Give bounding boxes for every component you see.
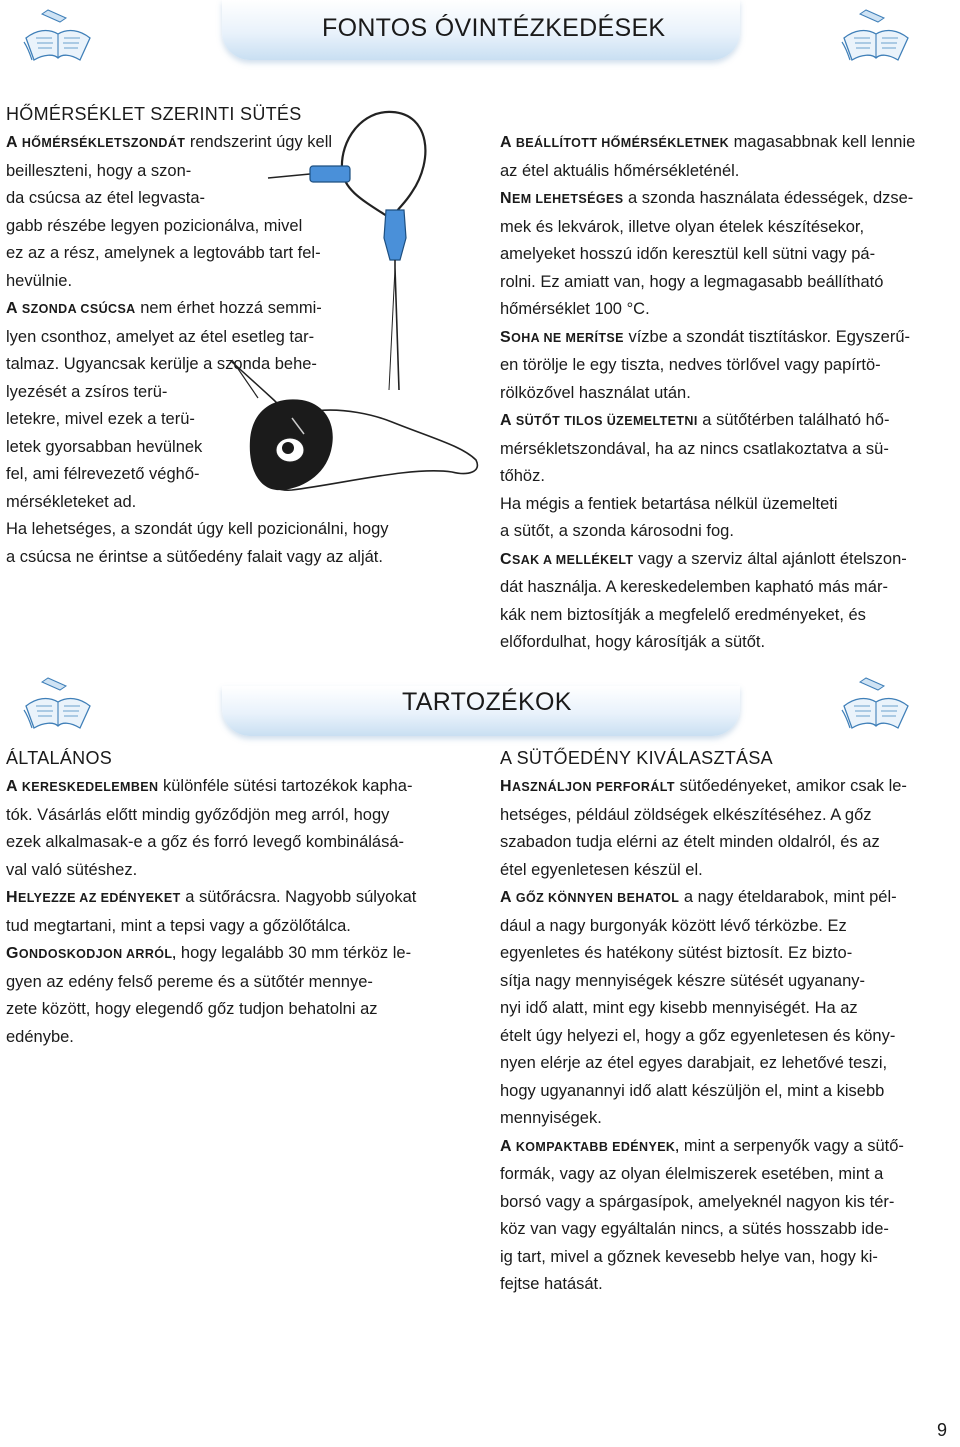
line-text: a sütőt, a szonda károsodni fog.	[500, 522, 734, 540]
smallcaps-lead	[6, 891, 181, 905]
smallcaps-lead	[500, 1137, 680, 1155]
text-line	[500, 1023, 955, 1051]
line-text: dául a nagy burgonyák között lévő térközbe. Ez	[500, 916, 847, 935]
line-text: formák, vagy az olyan élelmiszerek esetében, mint a	[500, 1165, 884, 1183]
line-text: rolni. Ez amiatt van, hogy a legmagasabb beállítható	[500, 272, 884, 291]
page-number: 9	[937, 1420, 948, 1440]
text-line	[500, 1189, 955, 1217]
line-text: sítja nagy mennyiségek készre sütését ugyanany-	[500, 971, 866, 990]
text-line	[6, 544, 466, 572]
smallcaps-text: ELYEZZE AZ EDÉNYEKET	[17, 891, 181, 905]
text-line	[500, 269, 955, 297]
line-text: hőmérséklet 100 °C.	[500, 300, 650, 318]
line-text: ezek alkalmasak-e a gőz és forró levegő kombinálásá-	[6, 833, 405, 851]
text-line	[500, 829, 955, 857]
line-text: lyen csonthoz, amelyet az étel esetleg tar-	[6, 327, 315, 346]
text-line	[500, 1105, 955, 1133]
smallcaps-text: SAK A MELLÉKELT	[511, 552, 634, 567]
text-line	[500, 463, 955, 491]
text-line	[500, 913, 955, 941]
smallcaps-lead	[500, 136, 729, 150]
line-text: letek gyorsabban hevülnek	[6, 437, 203, 456]
smallcaps-lead	[500, 328, 624, 346]
line-text: en törölje le egy tiszta, nedves törlővel vagy papírtö-	[500, 356, 881, 374]
text-line	[500, 995, 955, 1023]
text-line	[500, 1133, 955, 1162]
line-text: vagy a szerviz által ajánlott ételszon-	[633, 549, 907, 568]
line-text: a sütőtérben található hő-	[697, 411, 890, 429]
text-line	[6, 516, 466, 544]
line-text: az étel aktuális hőmérsékleténél.	[500, 161, 740, 180]
section-title-precautions: FONTOS ÓVINTÉZKEDÉSEK	[322, 14, 666, 42]
initial-cap: C	[500, 550, 512, 568]
line-text: Ha lehetséges, a szondát úgy kell pozicionálni, hogy	[6, 520, 389, 538]
text-line	[500, 968, 955, 996]
line-text: lyezését a zsíros terü-	[6, 382, 168, 401]
text-line	[500, 1050, 955, 1078]
line-text: mennyiségek.	[500, 1109, 602, 1127]
smallcaps-text: EM LEHETSÉGES	[511, 192, 624, 206]
text-line	[500, 352, 955, 380]
text-line	[6, 773, 466, 802]
line-text: különféle sütési tartozékok kapha-	[158, 777, 413, 795]
text-line	[6, 996, 466, 1024]
text-line	[500, 158, 955, 186]
line-text: ételt úgy helyezi el, hogy a gőz egyenletesen és köny-	[500, 1026, 896, 1045]
text-line	[6, 1024, 466, 1052]
line-text: rendszerint úgy kell	[185, 133, 333, 151]
text-line	[6, 829, 466, 857]
initial-cap: S	[500, 328, 512, 346]
smallcaps-lead	[500, 192, 623, 206]
initial-cap: A	[6, 778, 18, 795]
text-line	[6, 857, 466, 885]
smallcaps-lead	[6, 136, 185, 150]
text-line	[500, 407, 955, 436]
text-line	[500, 940, 955, 968]
initial-cap: N	[500, 190, 512, 207]
line-text: hogy ugyanannyi idő alatt készüljön el, mint a kisebb	[500, 1081, 885, 1100]
line-text: mérsékleteket ad.	[6, 492, 137, 511]
text-line	[500, 324, 955, 353]
smallcaps-text: KERESKEDELEMBEN	[17, 780, 159, 794]
text-line	[500, 773, 955, 802]
line-text: sütőedényeket, amikor csak le-	[674, 777, 907, 795]
smallcaps-text: ONDOSKODJON ARRÓL,	[18, 947, 177, 961]
line-text: nyen elérje az étel egyes darabjait, ez lehetővé teszi,	[500, 1054, 888, 1072]
line-text: előfordulhat, hogy károsítják a sütőt.	[500, 633, 766, 651]
initial-cap: A	[6, 300, 18, 317]
book-reading-icon	[22, 8, 94, 68]
line-text: fejtse hatását.	[500, 1275, 603, 1293]
line-text: borsó vagy a spárgasípok, amelyeknél nagyon kis tér-	[500, 1192, 895, 1211]
heading-temperature-cooking: HŐMÉRSÉKLET SZERINTI SÜTÉS	[6, 104, 302, 124]
line-text: amelyeket hosszú időn keresztül kell sütni vagy pá-	[500, 245, 876, 263]
section-title-accessories: TARTOZÉKOK	[402, 688, 572, 716]
text-line	[6, 969, 466, 997]
text-line	[500, 602, 955, 630]
text-line	[6, 913, 466, 941]
line-text: talmaz. Ugyancsak kerülje a szonda behe-	[6, 355, 317, 373]
smallcaps-text: SÜTŐT TILOS ÜZEMELTETNI	[511, 414, 698, 428]
line-text: gyen az edény felső pereme és a sütőtér mennye-	[6, 972, 373, 991]
line-text: vízbe a szondát tisztításkor. Egyszerű-	[623, 327, 910, 346]
text-line	[500, 380, 955, 408]
initial-cap: A	[500, 889, 512, 906]
line-text: mint a serpenyők vagy a sütő-	[679, 1136, 904, 1155]
line-text: egyenletes és hatékony sütést biztosít. Ez bizto-	[500, 944, 853, 962]
initial-cap: H	[500, 778, 512, 795]
smallcaps-lead	[6, 780, 158, 794]
smallcaps-text: KOMPAKTABB EDÉNYEK,	[511, 1139, 680, 1154]
smallcaps-text: ASZNÁLJON PERFORÁLT	[511, 780, 675, 794]
smallcaps-text: HŐMÉRSÉKLETSZONDÁT	[17, 136, 186, 150]
line-text: Ha mégis a fentiek betartása nélkül üzemelteti	[500, 494, 838, 513]
text-line	[500, 185, 955, 214]
line-text: hevülnie.	[6, 271, 73, 290]
line-text: hetséges, például zöldségek elkészítéséhez. A gőz	[500, 805, 872, 824]
text-line	[500, 1271, 955, 1299]
heading-general: ÁLTALÁNOS	[6, 748, 113, 768]
text-line	[500, 214, 955, 242]
text-line	[500, 518, 955, 546]
smallcaps-lead	[500, 550, 634, 568]
line-text: ez az a rész, amelynek a legtovább tart fel-	[6, 244, 321, 262]
line-text: val való sütéshez.	[6, 860, 138, 879]
heading-choosing-cookware: A SÜTŐEDÉNY KIVÁLASZTÁSA	[500, 748, 773, 768]
line-text: rölközővel használat után.	[500, 383, 691, 402]
text-line	[500, 241, 955, 269]
line-text: tud megtartani, mint a tepsi vagy a gőzölőtálca.	[6, 916, 351, 935]
book-reading-icon	[22, 676, 94, 736]
initial-cap: A	[6, 134, 18, 151]
line-text: köz van vagy egyáltalán nincs, a sütés hosszabb ide-	[500, 1220, 889, 1238]
text-line	[500, 129, 955, 158]
book-reading-icon	[840, 8, 912, 68]
text-line	[500, 491, 955, 519]
line-text: edénybe.	[6, 1027, 74, 1046]
line-text: zete között, hogy elegendő gőz tudjon behatolni az	[6, 1000, 378, 1018]
smallcaps-lead	[500, 780, 675, 794]
line-text: a szonda használata édességek, dzse-	[623, 189, 914, 207]
initial-cap: H	[6, 889, 18, 906]
smallcaps-lead	[500, 414, 698, 428]
text-line	[500, 546, 955, 575]
smallcaps-text: GŐZ KÖNNYEN BEHATOL	[511, 891, 680, 905]
book-reading-icon	[840, 676, 912, 736]
text-line	[500, 1216, 955, 1244]
text-line	[500, 884, 955, 913]
smallcaps-lead	[6, 947, 176, 961]
line-text: dát használja. A kereskedelemben kapható más már-	[500, 578, 888, 596]
smallcaps-text: OHA NE MERÍTSE	[511, 330, 624, 345]
line-text: étel egyenletesen készül el.	[500, 860, 703, 879]
line-text: da csúcsa az étel legvasta-	[6, 189, 206, 207]
smallcaps-text: BEÁLLÍTOTT HŐMÉRSÉKLETNEK	[511, 136, 730, 150]
text-line	[500, 857, 955, 885]
text-line	[6, 884, 466, 913]
line-text: tók. Vásárlás előtt mindig győződjön meg arról, hogy	[6, 805, 390, 824]
initial-cap: A	[500, 412, 512, 429]
text-line	[500, 1078, 955, 1106]
text-line	[500, 802, 955, 830]
line-text: mek és lekvárok, illetve olyan ételek készítésekor,	[500, 217, 865, 236]
smallcaps-lead	[500, 891, 679, 905]
text-line	[500, 296, 955, 324]
line-text: tőhöz.	[500, 467, 545, 485]
line-text: fel, ami félrevezető véghő-	[6, 465, 200, 483]
text-line	[6, 940, 466, 969]
line-text: kák nem biztosítják a megfelelő eredményeket, és	[500, 605, 866, 624]
text-line	[500, 436, 955, 464]
paragraph-accessories-left	[6, 773, 466, 1051]
paragraph-accessories-right	[500, 773, 955, 1299]
line-text: magasabbnak kell lennie	[729, 133, 916, 151]
text-line	[500, 629, 955, 657]
line-text: hogy legalább 30 mm térköz le-	[176, 944, 412, 962]
line-text: a sütőrácsra. Nagyobb súlyokat	[180, 888, 417, 906]
line-text: nyi idő alatt, mint egy kisebb mennyiségét. Ha az	[500, 999, 858, 1017]
line-text: letekre, mivel ezek a terü-	[6, 410, 195, 428]
paragraph-probe-right	[500, 129, 955, 657]
line-text: szabadon tudja elérni az ételt minden oldalról, és az	[500, 833, 880, 851]
line-text: a nagy ételdarabok, mint pél-	[679, 888, 897, 906]
smallcaps-text: SZONDA CSÚCSA	[17, 302, 136, 316]
initial-cap: A	[500, 134, 512, 151]
initial-cap: G	[6, 945, 19, 962]
line-text: mérsékletszondával, ha az nincs csatlakoztatva a sü-	[500, 439, 889, 458]
line-text: ig tart, mivel a gőznek kevesebb helye van, hogy ki-	[500, 1247, 878, 1266]
text-line	[6, 802, 466, 830]
line-text: beilleszteni, hogy a szon-	[6, 161, 192, 180]
smallcaps-lead	[6, 302, 136, 316]
text-line	[500, 574, 955, 602]
line-text: a csúcsa ne érintse a sütőedény falait vagy az alját.	[6, 547, 383, 566]
meat-probe-illustration	[262, 100, 492, 500]
initial-cap: A	[500, 1137, 512, 1155]
text-line	[500, 1244, 955, 1272]
line-text: nem érhet hozzá semmi-	[135, 299, 322, 317]
text-line	[500, 1161, 955, 1189]
line-text: gabb részébe legyen pozicionálva, mivel	[6, 216, 303, 235]
